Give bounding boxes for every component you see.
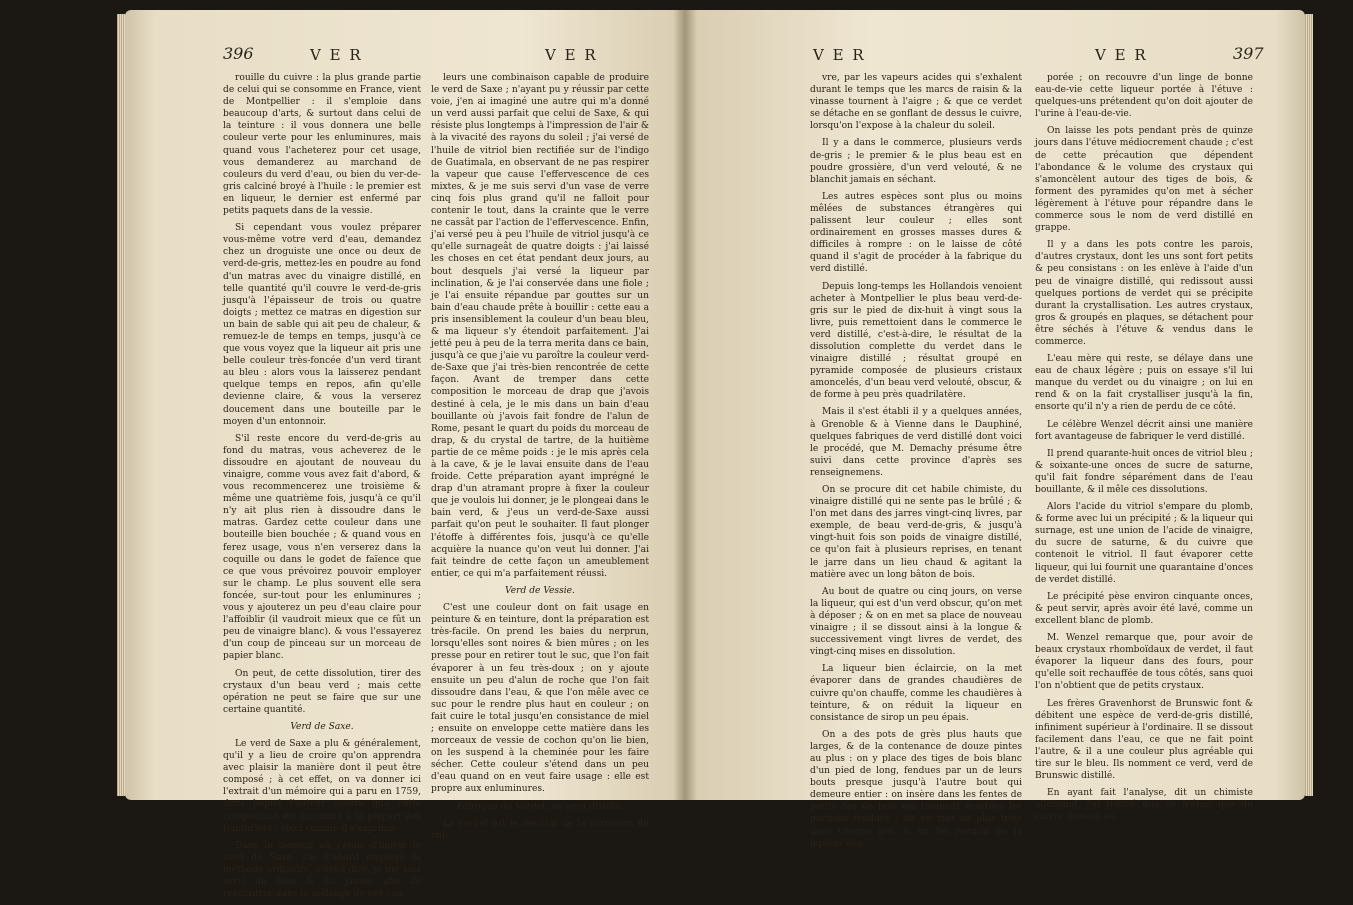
paragraph: Il y a dans le commerce, plusieurs verds de-gris ; le premier & le plus beau est en poudre grossière, d'un verd velouté, & ne blanchit jamais en séchant. <box>810 138 1022 185</box>
paragraph: C'est une couleur dont on fait usage en peinture & en teinture, dont la préparation est très-facile. On prend les baies du nerprun, lorsqu'elles sont noires & bien mûres ; on les presse pour en retirer tout le suc, que l'on fait évaporer à un feu très-doux ; on y ajoute ensuite un peu d'alun de roche que l'on fait dissoudre dans l'eau, & que l'on mêle avec ce suc pour le rendre plus haut en couleur ; on fait cuire le total jusqu'en consistance de miel ; ensuite on enveloppe cette matière dans les morceaux de vessie de cochon qu'on lie bien, on les suspend à la cheminée pour les faire sécher. Cette couleur s'étend dans un peu d'eau quand on en veut faire usage : elle est propre aux enluminures. <box>431 603 649 795</box>
paragraph: Il prend quarante-huit onces de vitriol bleu ; & soixante-une onces de sucre de saturne, qu'il fait fondre séparément dans de l'eau bouillante, & il mêle ces dissolutions. <box>1035 448 1253 495</box>
paragraph: Au bout de quatre ou cinq jours, on verse la liqueur, qui est d'un verd obscur, qu'on met à déposer ; & on en met sa place de nouveau vinaigre ; il se dissout ainsi à la longue & successivement vingt livres de verdet, des vingt-cinq mises en dissolution. <box>810 586 1022 658</box>
open-book <box>125 10 1305 900</box>
paragraph: Dans le dessein où j'étois d'imiter le verd de Saxe, j'ai d'abord employé la méthode ordinaire, c'est-à-dire, je me suis servi du bleu & du jaune, afin de rencontrer dans le mélange de ces cou- <box>223 840 421 900</box>
paragraph: Les frères Gravenhorst de Brunswic font & débitent une espèce de verd-de-gris distillé, infiniment supérieur à l'ordinaire. Il se dissout facilement dans l'eau, ce que ne fait point l'autre, & il a une couleur plus agréable qui tire sur le bleu. Ils nomment ce verd, verd de Brunswic distillé. <box>1035 698 1253 782</box>
running-head-left-2: V E R <box>545 46 598 64</box>
paragraph: On se procure dit cet habile chimiste, du vinaigre distillé qui ne sente pas le brûlé ; & l'on met dans des jarres vingt-cinq livres, par exemple, de beau verd-de-gris, & jusqu'à vingt-huit fois son poids de vinaigre distillé, ce qu'on fait à plusieurs reprises, en tenant le jarre dans un lieu chaud & agitant la matière avec un long bâton de bois. <box>810 485 1022 580</box>
section-heading: Verd de Vessie. <box>505 585 575 596</box>
paragraph: On a des pots de grès plus hauts que larges, & de la contenance de douze pintes au plus : on y place des tiges de bois blanc d'un pied de long, fendues par un de leurs bouts presque jusqu'à l'autre bout qui demeure entier : on insère dans les fentes de petits dés de bois qui tiennent écartées les portions fendues ; on en met au plus trois dans chaque pot, & on les remplit de la liqueur éva- <box>810 729 1022 849</box>
paragraph: En ayant fait l'analyse, dit un chimiste allemand, j'ai trouvé que ce n'étoit que du cuivre dissous au <box>1035 788 1253 823</box>
paragraph: Mais il s'est établi il y a quelques années, à Grenoble & à Vienne dans le Dauphiné, quelques fabriques de verd distillé dont voici le procédé, que M. Demachy présume être suivi dans cette province d'après ses renseignemens. <box>810 407 1022 478</box>
paragraph: leurs une combinaison capable de produire le verd de Saxe ; n'ayant pu y réussir par cette voie, j'en ai imaginé une autre qui m'a donné un verd aussi parfait que celui de Saxe, & qui résiste plus longtemps à l'impression de l'air & à la vivacité des rayons du soleil ; j'ai versé de l'huile de vitriol bien rectifiée sur de l'indigo de Guatimala, en observant de ne pas respirer la vapeur que cause l'effervescence de ces mixtes, & je me suis servi d'un vase de verre cinq fois plus grand qu'il ne falloit pour contenir le tout, dans la crainte que le verre ne cassât par l'action de l'effervescence. Enfin, j'ai versé peu à peu l'huile de vitriol jusqu'à ce qu'elle surnageât de quatre doigts : j'ai laissé les choses en cet état pendant deux jours, au bout desquels j'ai versé la liqueur par inclination, & je l'ai conservée dans une fiole ; je l'ai ensuite répandue par gouttes sur un bain d'eau chaude prête à bouillir : cette eau a pris insensiblement la couleur d'un beau bleu, & ma liqueur s'y étendoit parfaitement. J'ai jetté peu à peu de la terra merita dans ce bain, jusqu'à ce que j'aie vu paroître la couleur verd-de-Saxe que j'ai très-bien rencontrée de cette façon. Avant de tremper dans cette composition le morceau de drap que j'avois destiné à cela, je le mis dans un bain d'eau bouillante où j'avois fait fondre de l'alun de Rome, pesant le quart du poids du morceau de drap, & du crystal de tartre, de la huitième partie de ce même poids : je le mis après cela à la cave, & je le lavai ensuite dans de l'eau froide. Cette préparation ayant imprégné le drap d'un atramant propre à fixer la couleur que je voulois lui donner, je le plongeai dans le bain verd, & j'eus un verd-de-Saxe aussi parfait qu'on peut le souhaiter. Il faut plonger l'étoffe à différentes fois, jusqu'à ce qu'elle acquière la nuance qu'on veut lui donner. J'ai fait teindre de cette façon un ameublement entier, ce qui m'a parfaitement réussi. <box>431 73 649 579</box>
left-page-column-1 <box>223 72 421 905</box>
paragraph: S'il reste encore du verd-de-gris au fond du matras, vous acheverez de le dissoudre en ajoutant de nouveau du vinaigre, comme vous avez fait d'abord, & vous recommencerez une troisième & même une quatrième fois, jusqu'à ce qu'il n'y ait plus rien à dissoudre dans le matras. Gardez cette couleur dans une bouteille bien bouchée ; & quand vous en ferez usage, vous n'en verserez dans la coquille ou dans le godet de faïence que ce que vous prévoirez pouvoir employer sur le champ. Le plus souvent elle sera foncée, sur-tout pour les enluminures ; vous y ajouterez un peu d'eau claire pour l'affoiblir (il vaudroit mieux que ce fût un peu de vinaigre blanc). & vous l'essayerez d'un coup de pinceau sur un morceau de papier blanc. <box>223 433 421 662</box>
right-page-column-1 <box>810 72 1022 855</box>
paragraph: Depuis long-temps les Hollandois venoient acheter à Montpellier le plus beau verd-de-gris sur le pied de dix-huit à vingt sous la livre, puis remettoient dans le commerce le verd distillé, c'est-à-dire, le résultat de la dissolution complette du verdet dans le vinaigre distillé ; résultat groupé en pyramide composée de plusieurs cristaux amoncelés, d'un beau verd velouté, obscur, & de forme à peu près quadrilatère. <box>810 281 1022 401</box>
paragraph: Il y a dans les pots contre les parois, d'autres crystaux, dont les uns sont fort petits & peu consistans : on les enlève à l'aide d'un peu de vinaigre distillé, qui redissout aussi quelques portions de verdet qui se précipite durant la crystallisation. Les autres crystaux, gros & groupés en plaques, se détachent pour être séchés à l'étuve & vendus dans le commerce. <box>1035 240 1253 347</box>
paragraph: Le verd de Saxe a plu & généralement, qu'il y a lieu de croire qu'on apprendra avec plaisir la manière dont il peut être composé ; à cet effet, on va donner ici l'extrait d'un mémoire qui a paru en 1759, dans lequel l'auteur assure que cette composition est inconnue à la plupart des teinturiers : voici comme il s'exprime : <box>223 738 421 834</box>
book-gutter <box>673 10 697 800</box>
paragraph: La liqueur bien éclaircie, on la met évaporer dans de grandes chaudières de cuivre qu'on chauffe, comme les chaudières à teinture, & on réduit la liqueur en consistance de sirop un peu épais. <box>810 664 1022 723</box>
paragraph: Les autres espèces sont plus ou moins mêlées de substances étrangères qui palissent leur couleur ; elles sont ordinairement en grosses masses dures & difficiles à rompre : on le laisse de côté quand il s'agit de procéder à la fabrique du verd distillé. <box>810 191 1022 275</box>
paragraph: Le précipité pèse environ cinquante onces, & peut servir, après avoir été lavé, comme un excellent blanc de plomb. <box>1035 591 1253 626</box>
paragraph: vre, par les vapeurs acides qui s'exhalent durant le temps que les marcs de raisin & la vinasse tournent à l'aigre ; & que ce verdet se détache en se gonflant de dessus le cuivre, lorsqu'on l'expose à la chaleur du soleil. <box>810 73 1022 132</box>
paragraph: On peut, de cette dissolution, tirer des crystaux d'un beau verd ; mais cette opération ne peut se faire que sur une certaine quantité. <box>223 668 421 715</box>
left-page <box>125 10 690 900</box>
running-head-left-1: V E R <box>310 46 363 64</box>
running-head-right-2: V E R <box>1095 46 1148 64</box>
page-edges-left <box>117 14 125 796</box>
right-page <box>685 10 1305 849</box>
paragraph: M. Wenzel remarque que, pour avoir de beaux crystaux rhomboïdaux de verdet, il faut évaporer la liqueur dans des fours, pour qu'elle soit rechauffée de tous côtés, sans quoi l'on n'obtient que de petits crystaux. <box>1035 633 1253 692</box>
page-number-left: 396 <box>223 44 254 63</box>
paragraph: Le célèbre Wenzel décrit ainsi une manière fort avantageuse de fabriquer le verd distillé. <box>1035 419 1253 442</box>
paragraph: Le verdet est le résultat de la corrosion du cui- <box>431 818 649 841</box>
right-page-column-2 <box>1035 72 1253 828</box>
page-number-right: 397 <box>1233 44 1264 63</box>
paragraph: Alors l'acide du vitriol s'empare du plomb, & forme avec lui un précipité ; & la liqueur qui surnage, est une union de l'acide de vinaigre, du sucre de saturne, & du cuivre que contenoit le vitriol. Il faut évaporer cette liqueur, qui lui fournit une quarantaine d'onces de verdet distillé. <box>1035 502 1253 585</box>
paragraph: rouille du cuivre : la plus grande partie de celui qui se consomme en France, vient de Montpellier : il s'emploie dans beaucoup d'arts, & surtout dans celui de la teinture : il vous donnera une belle couleur verte pour les enluminures, mais quand vous l'acheterez pour cet usage, vous demanderez au marchand de couleurs du verd d'eau, ou bien du ver-de-gris calciné broyé à l'huile : le premier est en liqueur, le dernier est enfermé par petits paquets dans de la vessie. <box>223 73 421 217</box>
left-page-column-2 <box>431 72 649 847</box>
paragraph: On laisse les pots pendant près de quinze jours dans l'étuve médiocrement chaude ; c'est de cette précaution que dépendent l'abondance & le volume des crystaux qui s'amoncèlent autour des tiges de bois, & forment des pyramides qu'on met à sécher légèrement à l'étuve pour répandre dans le commerce sous le nom de verd distillé en grappe. <box>1035 126 1253 234</box>
paragraph: L'eau mère qui reste, se délaye dans une eau de chaux légère ; puis on essaye s'il lui manque du verdet ou du vinaigre ; on lui en rend & on la fait crystalliser jusqu'à la fin, ensorte qu'il n'y a rien de perdu de ce côté. <box>1035 354 1253 413</box>
paragraph: Si cependant vous voulez préparer vous-même votre verd d'eau, demandez chez un droguiste une once ou deux de verd-de-gris, mettez-les en poudre au fond d'un matras avec du vinaigre distillé, en telle quantité qu'il couvre le verd-de-gris jusqu'à l'épaisseur de trois ou quatre doigts ; mettez ce matras en digestion sur un bain de sable qui ait peu de chaleur, & remuez-le de temps en temps, jusqu'à ce que vous voyez que la liqueur ait pris une belle couleur très-foncée d'un verd tirant au bleu : alors vous la laisserez pendant quelque temps en repos, afin qu'elle devienne claire, & vous la verserez doucement dans une bouteille par le moyen d'un entonnoir. <box>223 223 421 427</box>
page-edges-right <box>1305 14 1313 796</box>
paragraph: porée ; on recouvre d'un linge de bonne eau-de-vie cette liqueur portée à l'étuve : quelques-uns prétendent qu'on doit ajouter de l'urine à l'eau-de-vie. <box>1035 73 1253 120</box>
section-heading: Fabrique du Verdet, ou verd distillé. <box>456 801 624 812</box>
section-heading: Verd de Saxe. <box>290 721 354 732</box>
running-head-right-1: V E R <box>813 46 866 64</box>
